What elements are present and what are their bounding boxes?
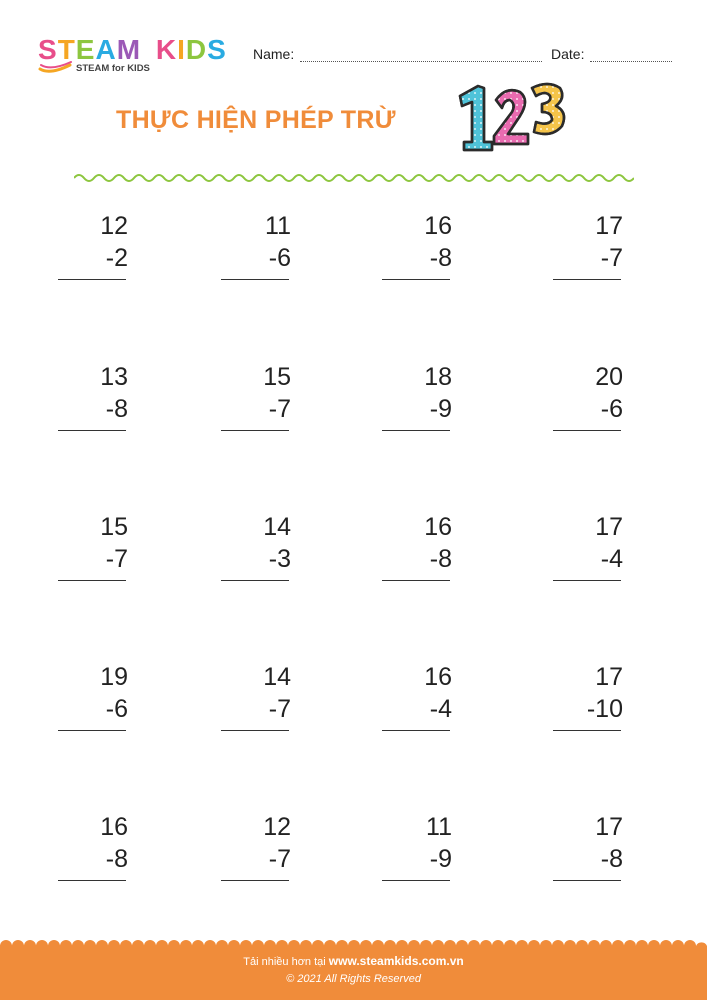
footer-website-link[interactable]: www.steamkids.com.vn bbox=[328, 954, 464, 968]
subtrahend: -9 bbox=[429, 845, 452, 873]
answer-line[interactable] bbox=[553, 880, 621, 881]
minuend: 20 bbox=[595, 363, 623, 391]
answer-line[interactable] bbox=[382, 880, 450, 881]
subtraction-problem bbox=[372, 662, 452, 724]
subtraction-problem bbox=[543, 812, 623, 874]
subtrahend: -7 bbox=[105, 545, 128, 573]
answer-line[interactable] bbox=[553, 730, 621, 731]
minuend: 17 bbox=[595, 813, 623, 841]
minuend: 17 bbox=[595, 212, 623, 240]
answer-line[interactable] bbox=[382, 430, 450, 431]
minuend: 16 bbox=[424, 212, 452, 240]
subtraction-problem bbox=[372, 211, 452, 273]
subtraction-problem bbox=[372, 362, 452, 424]
date-label: Date: bbox=[551, 46, 585, 62]
minuend: 12 bbox=[100, 212, 128, 240]
answer-line[interactable] bbox=[58, 279, 126, 280]
subtraction-problem bbox=[211, 662, 291, 724]
minuend: 17 bbox=[595, 663, 623, 691]
subtrahend: -7 bbox=[268, 695, 291, 723]
footer-download-line bbox=[0, 954, 707, 968]
minuend: 11 bbox=[426, 813, 452, 841]
minuend: 16 bbox=[100, 813, 128, 841]
subtraction-problem bbox=[543, 512, 623, 574]
minuend: 16 bbox=[424, 513, 452, 541]
minuend: 19 bbox=[100, 663, 128, 691]
subtrahend: -8 bbox=[105, 845, 128, 873]
minuend: 11 bbox=[265, 212, 291, 240]
subtraction-problem bbox=[48, 211, 128, 273]
subtraction-problem bbox=[372, 512, 452, 574]
minuend: 14 bbox=[263, 663, 291, 691]
minuend: 14 bbox=[263, 513, 291, 541]
answer-line[interactable] bbox=[553, 279, 621, 280]
answer-line[interactable] bbox=[58, 430, 126, 431]
subtrahend: -6 bbox=[105, 695, 128, 723]
answer-line[interactable] bbox=[221, 430, 289, 431]
subtraction-problem bbox=[48, 662, 128, 724]
subtraction-problem bbox=[372, 812, 452, 874]
answer-line[interactable] bbox=[221, 730, 289, 731]
answer-line[interactable] bbox=[382, 730, 450, 731]
answer-line[interactable] bbox=[221, 580, 289, 581]
logo-wordmark: STEAM KIDS bbox=[38, 34, 227, 65]
minuend: 18 bbox=[424, 363, 452, 391]
name-label: Name: bbox=[253, 46, 295, 62]
minuend: 16 bbox=[424, 663, 452, 691]
answer-line[interactable] bbox=[382, 580, 450, 581]
subtrahend: -8 bbox=[600, 845, 623, 873]
subtraction-problem bbox=[211, 211, 291, 273]
subtrahend: -10 bbox=[586, 695, 623, 723]
subtrahend: -3 bbox=[268, 545, 291, 573]
subtrahend: -8 bbox=[429, 545, 452, 573]
answer-line[interactable] bbox=[221, 279, 289, 280]
subtraction-problem bbox=[48, 512, 128, 574]
subtraction-problem bbox=[211, 812, 291, 874]
subtrahend: -2 bbox=[105, 244, 128, 272]
subtraction-problem bbox=[211, 512, 291, 574]
subtraction-problem bbox=[48, 812, 128, 874]
subtrahend: -4 bbox=[600, 545, 623, 573]
subtrahend: -7 bbox=[268, 395, 291, 423]
subtraction-problem bbox=[48, 362, 128, 424]
subtrahend: -4 bbox=[429, 695, 452, 723]
minuend: 17 bbox=[595, 513, 623, 541]
minuend: 15 bbox=[263, 363, 291, 391]
answer-line[interactable] bbox=[58, 880, 126, 881]
minuend: 12 bbox=[263, 813, 291, 841]
minuend: 15 bbox=[100, 513, 128, 541]
subtrahend: -8 bbox=[105, 395, 128, 423]
answer-line[interactable] bbox=[58, 580, 126, 581]
subtraction-problem bbox=[543, 362, 623, 424]
worksheet-title: THỰC HIỆN PHÉP TRỪ bbox=[116, 106, 396, 134]
footer-prefix: Tải nhiều hơn tại bbox=[243, 956, 326, 968]
subtrahend: -8 bbox=[429, 244, 452, 272]
answer-line[interactable] bbox=[221, 880, 289, 881]
subtraction-problem bbox=[543, 662, 623, 724]
footer-copyright: © 2021 All Rights Reserved bbox=[286, 973, 421, 985]
answer-line[interactable] bbox=[553, 430, 621, 431]
subtraction-problem bbox=[543, 211, 623, 273]
minuend: 13 bbox=[100, 363, 128, 391]
subtrahend: -6 bbox=[600, 395, 623, 423]
answer-line[interactable] bbox=[553, 580, 621, 581]
subtrahend: -7 bbox=[600, 244, 623, 272]
footer-band bbox=[0, 938, 707, 1000]
subtrahend: -9 bbox=[429, 395, 452, 423]
logo-tagline: STEAM for KIDS bbox=[76, 63, 150, 74]
answer-line[interactable] bbox=[58, 730, 126, 731]
answer-line[interactable] bbox=[382, 279, 450, 280]
subtraction-problem bbox=[211, 362, 291, 424]
subtrahend: -7 bbox=[268, 845, 291, 873]
subtrahend: -6 bbox=[268, 244, 291, 272]
